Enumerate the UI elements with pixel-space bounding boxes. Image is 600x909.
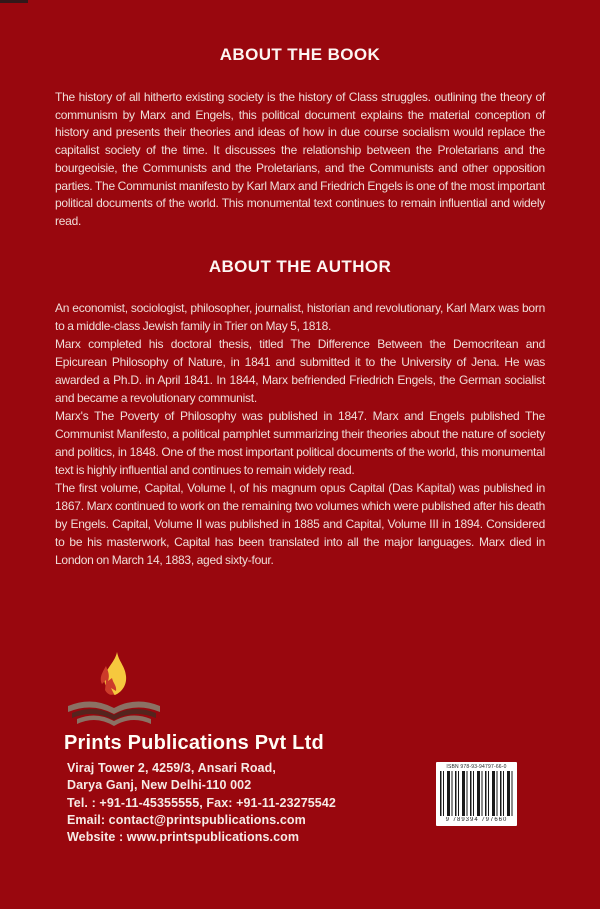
phone-fax-line: Tel. : +91-11-45355555, Fax: +91-11-23275542 (67, 795, 336, 810)
about-the-author-paragraphs (55, 299, 545, 569)
author-paragraph: Marx completed his doctoral thesis, titled The Difference Between the Democritean and Epicurean Philosophy of Nature, in 1841 and submitted it to the University of Jena. He was awarded a Ph.D. in April 1841. In 1844, Marx befriended Friedrich Engels, the German socialist and became a revolutionary communist. (55, 337, 545, 405)
isbn-text: ISBN 978-93-94797-66-0 (446, 764, 507, 770)
publisher-address-block (67, 760, 336, 846)
about-the-book-heading: ABOUT THE BOOK (219, 45, 381, 64)
website-line: Website : www.printspublications.com (67, 830, 300, 845)
about-the-author-heading: ABOUT THE AUTHOR (208, 257, 392, 276)
barcode-bars-icon (440, 771, 513, 816)
address-line: Viraj Tower 2, 4259/3, Ansari Road, (67, 761, 276, 775)
author-paragraph: Marx's The Poverty of Philosophy was published in 1847. Marx and Engels published The Communist Manifesto, a political pamphlet summarizing their theories about the nature of society and politics, in 1848. One of the most important political documents of the world, this monumental text is highly influential and continues to remain widely read. (55, 409, 545, 477)
flame-book-logo-icon (60, 650, 170, 736)
publisher-name: Prints Publications Pvt Ltd (64, 732, 324, 754)
author-paragraph: The first volume, Capital, Volume I, of his magnum opus Capital (Das Kapital) was published in 1867. Marx continued to work on the remaining two volumes which were published after his death by Engels. Capital, Volume II was published in 1885 and Capital, Volume III in 1894. Considered to be his masterwork, Capital has been translated into all the major languages. Marx died in London on March 14, 1883, aged sixty-four. (55, 481, 545, 567)
email-line: Email: contact@printspublications.com (67, 812, 306, 827)
address-line: Darya Ganj, New Delhi-110 002 (67, 778, 252, 793)
isbn-barcode (436, 762, 517, 826)
about-the-book-paragraph: The history of all hitherto existing society is the history of Class struggles. outlining the theory of communism by Marx and Engels, this political document explains the material conception of history and presents their theories and ideas of how in due course socialism would replace the capitalist society of the time. It discusses the relationship between the Proletarians and the bourgeoisie, the Communists and the Proletarians, and the Communists and other opposition parties. The Communist manifesto by Karl Marx and Friedrich Engels is one of the most important political documents of the world. This monumental text continues to remain influential and widely read. (55, 90, 545, 228)
scan-edge-artifact (0, 0, 28, 3)
author-paragraph: An economist, sociologist, philosopher, journalist, historian and revolutionary, Karl Marx was born to a middle-class Jewish family in Trier on May 5, 1818. (55, 301, 545, 333)
publisher-logo (60, 650, 170, 736)
isbn-digits: 9 789394 797660 (445, 817, 508, 823)
